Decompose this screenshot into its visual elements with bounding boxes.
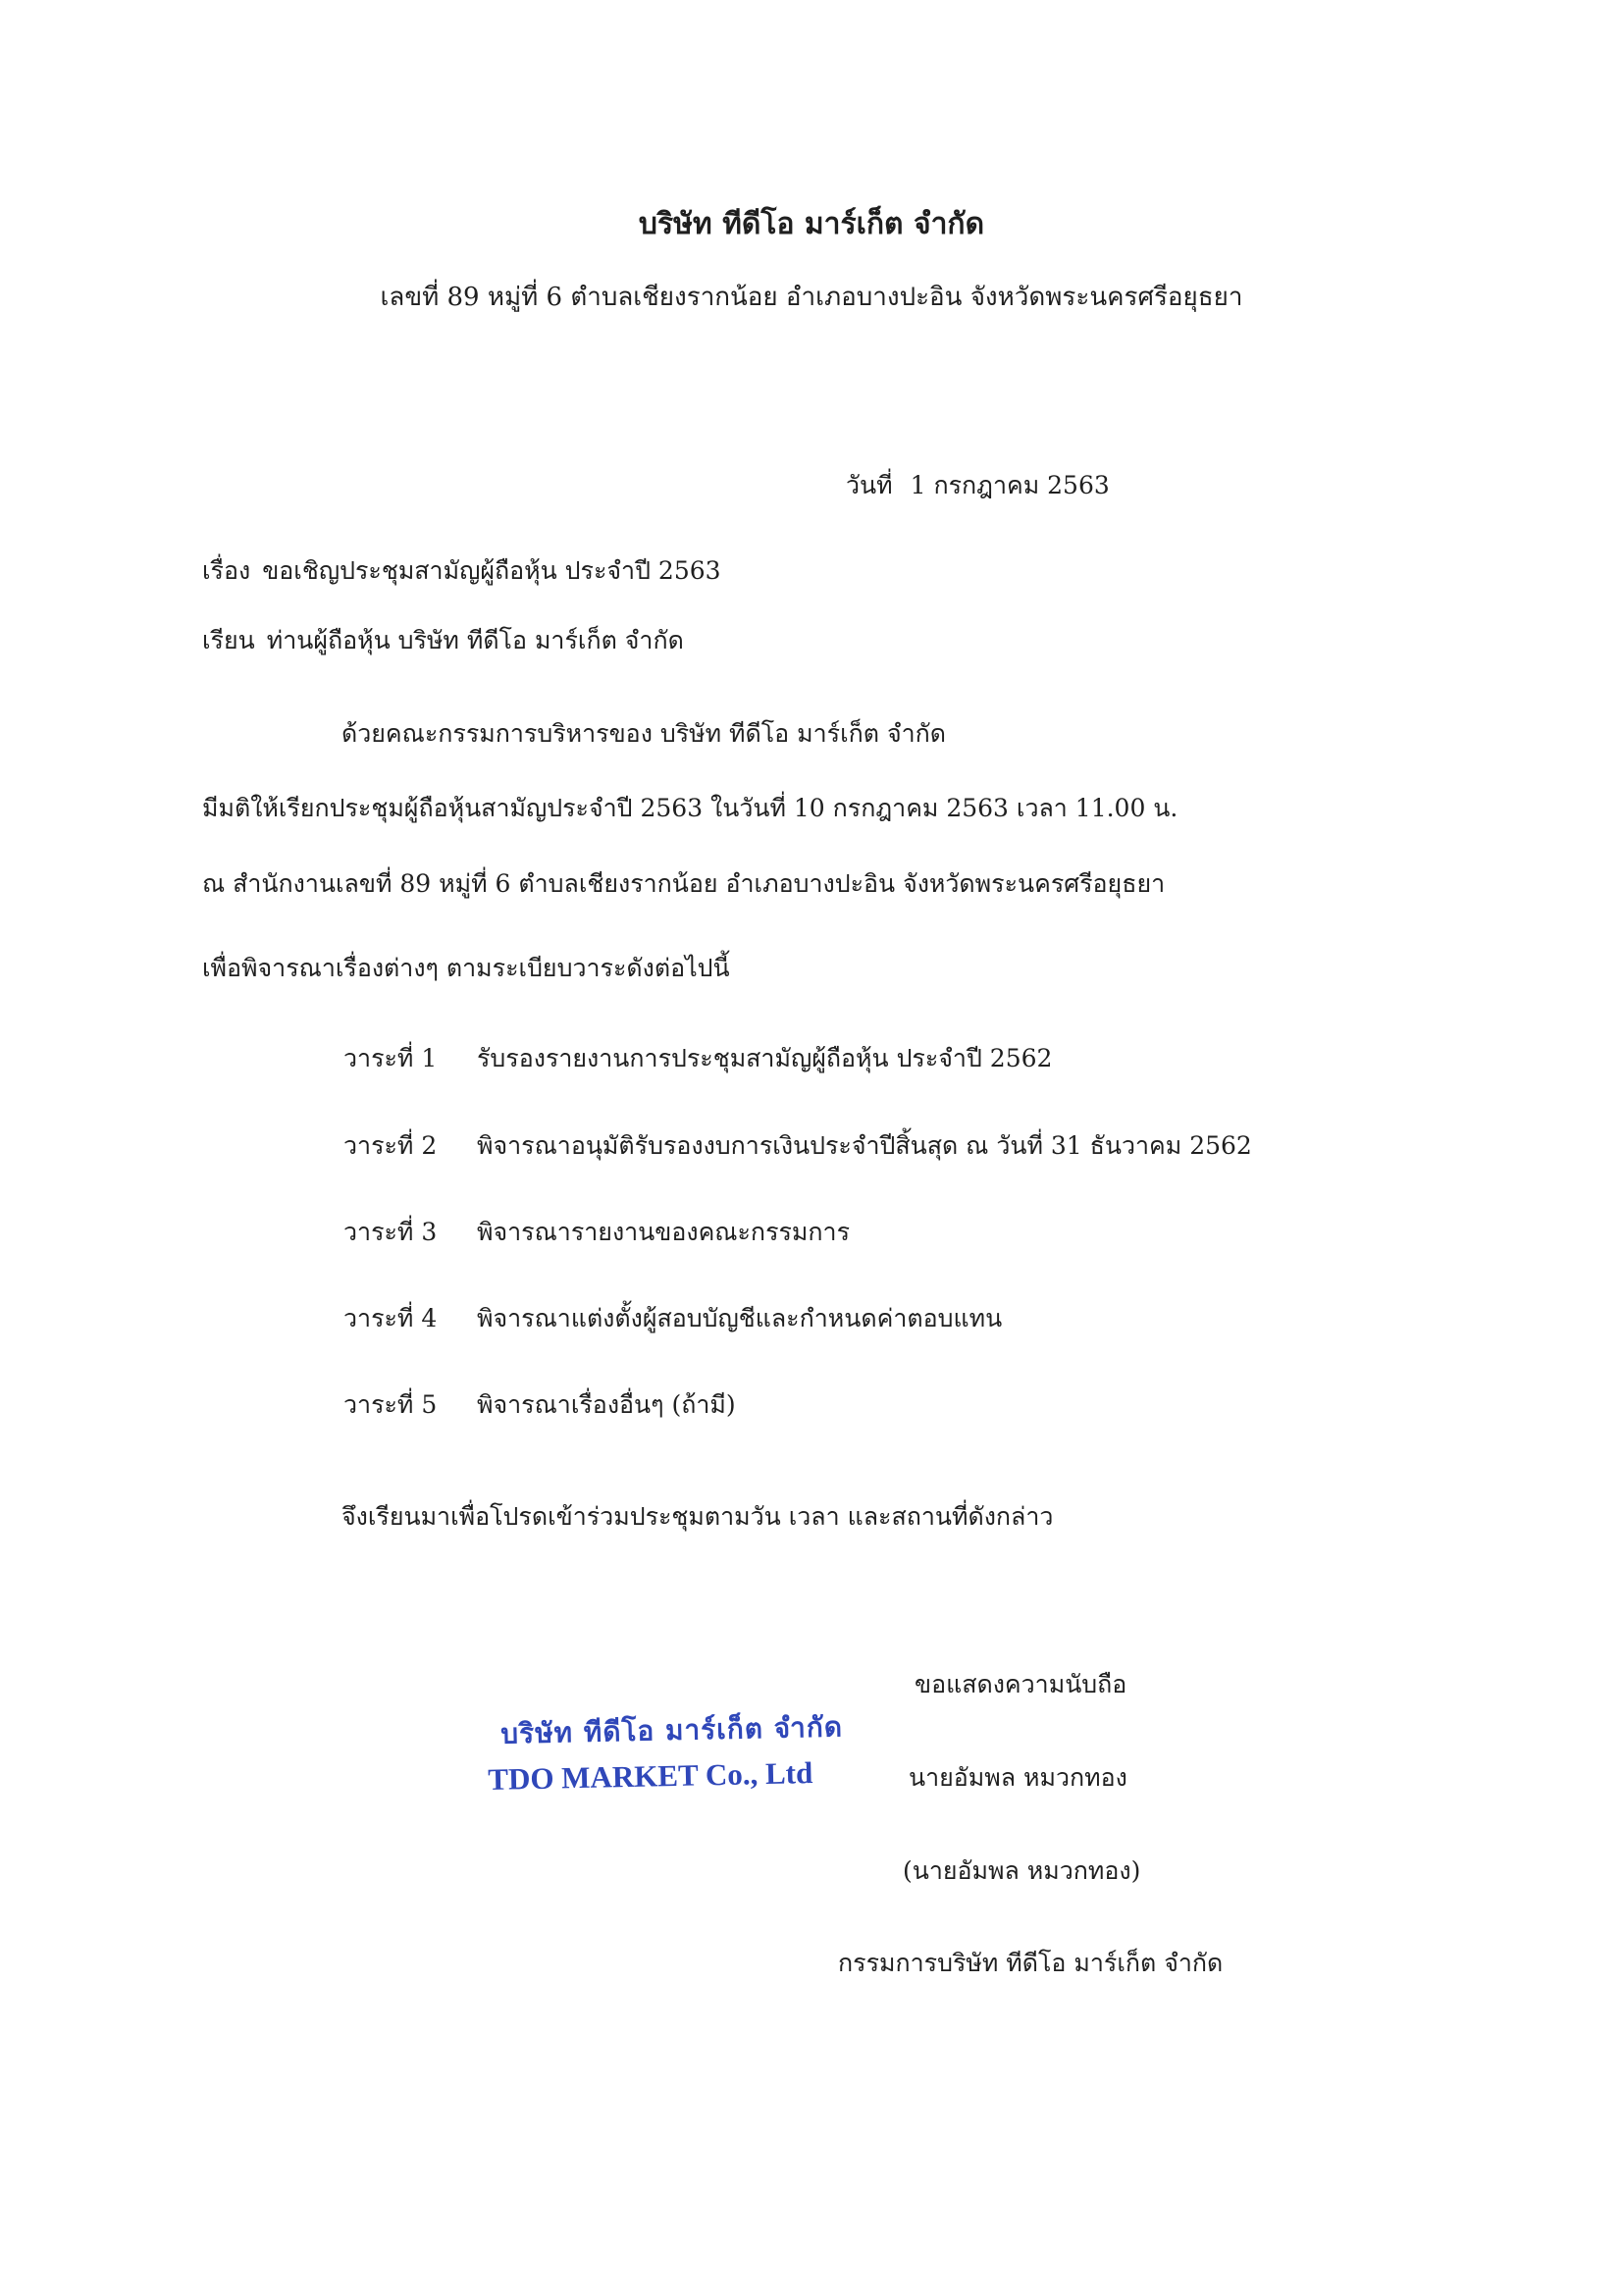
agenda-item [343, 1302, 1002, 1335]
date-label: วันที่ [846, 471, 893, 499]
stamp-thai-text: บริษัท ทีดีโอ มาร์เก็ต จำกัด [499, 1710, 844, 1750]
regards-text: ขอแสดงความนับถือ [915, 1670, 1127, 1698]
agenda-item-text: พิจารณาแต่งตั้งผู้สอบบัญชีและกำหนดค่าตอบแทน [477, 1304, 1003, 1332]
subject-line [202, 554, 721, 588]
signature: นายอัมพล หมวกทอง [909, 1763, 1127, 1792]
company-address: เลขที่ 89 หมู่ที่ 6 ตำบลเชียงรากน้อย อำเภอบางปะอิน จังหวัดพระนครศรีอยุธยา [380, 283, 1243, 312]
closing-sentence: จึงเรียนมาเพื่อโปรดเข้าร่วมประชุมตามวัน เวลา และสถานที่ดังกล่าว [341, 1502, 1054, 1531]
body-paragraph-line: ด้วยคณะกรรมการบริหารของ บริษัท ทีดีโอ มาร์เก็ต จำกัด [341, 719, 947, 748]
agenda-item-text: พิจารณาอนุมัติรับรองงบการเงินประจำปีสิ้นสุด ณ วันที่ 31 ธันวาคม 2562 [477, 1131, 1252, 1160]
agenda-item-label: วาระที่ 1 [343, 1044, 438, 1072]
recipient-label: เรียน [202, 626, 255, 654]
agenda-item-label: วาระที่ 5 [343, 1390, 438, 1419]
body-paragraph-line: ณ สำนักงานเลขที่ 89 หมู่ที่ 6 ตำบลเชียงรากน้อย อำเภอบางปะอิน จังหวัดพระนครศรีอยุธยา [202, 869, 1166, 898]
signatory-position: กรรมการบริษัท ทีดีโอ มาร์เก็ต จำกัด [838, 1949, 1224, 1977]
date-value: 1 กรกฎาคม 2563 [910, 471, 1110, 499]
agenda-item-label: วาระที่ 2 [343, 1131, 438, 1160]
agenda-item-label: วาระที่ 3 [343, 1218, 438, 1246]
body-paragraph-line: เพื่อพิจารณาเรื่องต่างๆ ตามระเบียบวาระดังต่อไปนี้ [202, 954, 730, 982]
body-paragraph-line: มีมติให้เรียกประชุมผู้ถือหุ้นสามัญประจำปี 2563 ในวันที่ 10 กรกฎาคม 2563 เวลา 11.00 น. [202, 794, 1178, 822]
agenda-item [343, 1216, 850, 1249]
agenda-item-label: วาระที่ 4 [343, 1304, 438, 1332]
company-stamp [487, 1705, 862, 1821]
letter-date [846, 469, 1110, 502]
agenda-item [343, 1129, 1252, 1163]
agenda-item [343, 1388, 736, 1422]
agenda-item [343, 1042, 1052, 1075]
subject-label: เรื่อง [202, 556, 251, 585]
company-name-heading: บริษัท ทีดีโอ มาร์เก็ต จำกัด [638, 207, 985, 241]
signatory-name: (นายอัมพล หมวกทอง) [903, 1856, 1141, 1885]
agenda-item-text: พิจารณารายงานของคณะกรรมการ [477, 1218, 851, 1246]
subject-text: ขอเชิญประชุมสามัญผู้ถือหุ้น ประจำปี 2563 [262, 556, 721, 585]
recipient-line [202, 624, 684, 657]
stamp-english-text: TDO MARKET Co., Ltd [487, 1755, 813, 1797]
recipient-text: ท่านผู้ถือหุ้น บริษัท ทีดีโอ มาร์เก็ต จำกัด [266, 626, 684, 654]
agenda-item-text: รับรองรายงานการประชุมสามัญผู้ถือหุ้น ประจำปี 2562 [477, 1044, 1053, 1072]
agenda-item-text: พิจารณาเรื่องอื่นๆ (ถ้ามี) [477, 1390, 736, 1419]
